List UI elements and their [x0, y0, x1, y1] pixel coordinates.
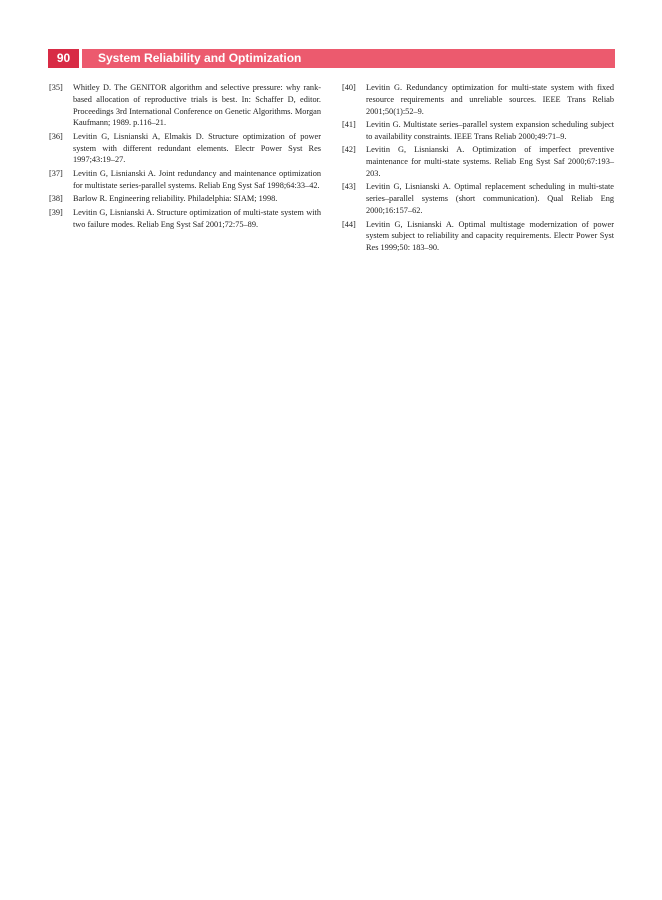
reference-number: [41] — [342, 120, 356, 130]
reference-number: [35] — [49, 83, 63, 92]
running-header — [48, 49, 615, 68]
reference-item — [342, 82, 614, 117]
reference-number: [42] — [342, 145, 356, 155]
references-right-column — [342, 82, 614, 256]
reference-number: [39] — [49, 207, 63, 217]
reference-number: [40] — [342, 83, 356, 92]
reference-text: Levitin G, Lisnianski A. Optimal replacement scheduling in multi-state series–parallel systems (short communication). Qual Reliab Eng 2000;16:157–62. — [366, 182, 614, 216]
reference-text: Barlow R. Engineering reliability. Philadelphia: SIAM; 1998. — [73, 194, 278, 204]
running-title: System Reliability and Optimization — [82, 49, 615, 68]
reference-number: [43] — [342, 182, 356, 192]
reference-text: Levitin G, Lisnianski A. Optimal multistage modernization of power system subject to reliability and capacity requirements. Electr Power Syst Res 1999;50: 183–90. — [366, 219, 614, 253]
reference-text: Levitin G, Lisnianski A. Optimization of imperfect preventive maintenance for multi-state systems. Reliab Eng Syst Saf 2000;67:193–203. — [366, 145, 614, 178]
references-left-column — [49, 82, 321, 232]
reference-text: Levitin G, Lisnianski A, Elmakis D. Structure optimization of power system with different redundant elements. Electr Power Syst Res 1997;43:19–27. — [73, 131, 321, 165]
reference-number: [36] — [49, 131, 63, 141]
reference-text: Levitin G, Lisnianski A. Joint redundancy and maintenance optimization for multistate series-parallel systems. Reliab Eng Syst Saf 1998;64:33–42. — [73, 168, 321, 190]
reference-text: Whitley D. The GENITOR algorithm and selective pressure: why rank-based allocation of reproductive trials is best. In: Schaffer D, editor. Proceedings 3rd International Conference on Genetic Algorithms. Morgan Kaufmann; 1989. p.116–21. — [73, 83, 321, 128]
reference-number: [44] — [342, 219, 356, 229]
reference-number: [38] — [49, 194, 63, 204]
reference-item — [49, 131, 321, 166]
reference-item — [49, 193, 321, 205]
reference-number: [37] — [49, 168, 63, 178]
page-number: 90 — [48, 49, 79, 68]
reference-text: Levitin G. Multistate series–parallel system expansion scheduling subject to availability constraints. IEEE Trans Reliab 2000;49:71–9. — [366, 120, 614, 141]
reference-item — [49, 168, 321, 192]
reference-item — [342, 119, 614, 143]
reference-text: Levitin G, Lisnianski A. Structure optimization of multi-state system with two failure modes. Reliab Eng Syst Saf 2001;72:75–89. — [73, 207, 321, 229]
reference-item — [342, 219, 614, 254]
reference-item — [49, 82, 321, 129]
reference-text: Levitin G. Redundancy optimization for multi-state system with fixed resource requirements and unreliable sources. IEEE Trans Reliab 2001;50(1):52–9. — [366, 83, 614, 116]
reference-item — [342, 181, 614, 216]
reference-item — [342, 144, 614, 179]
reference-item — [49, 207, 321, 231]
